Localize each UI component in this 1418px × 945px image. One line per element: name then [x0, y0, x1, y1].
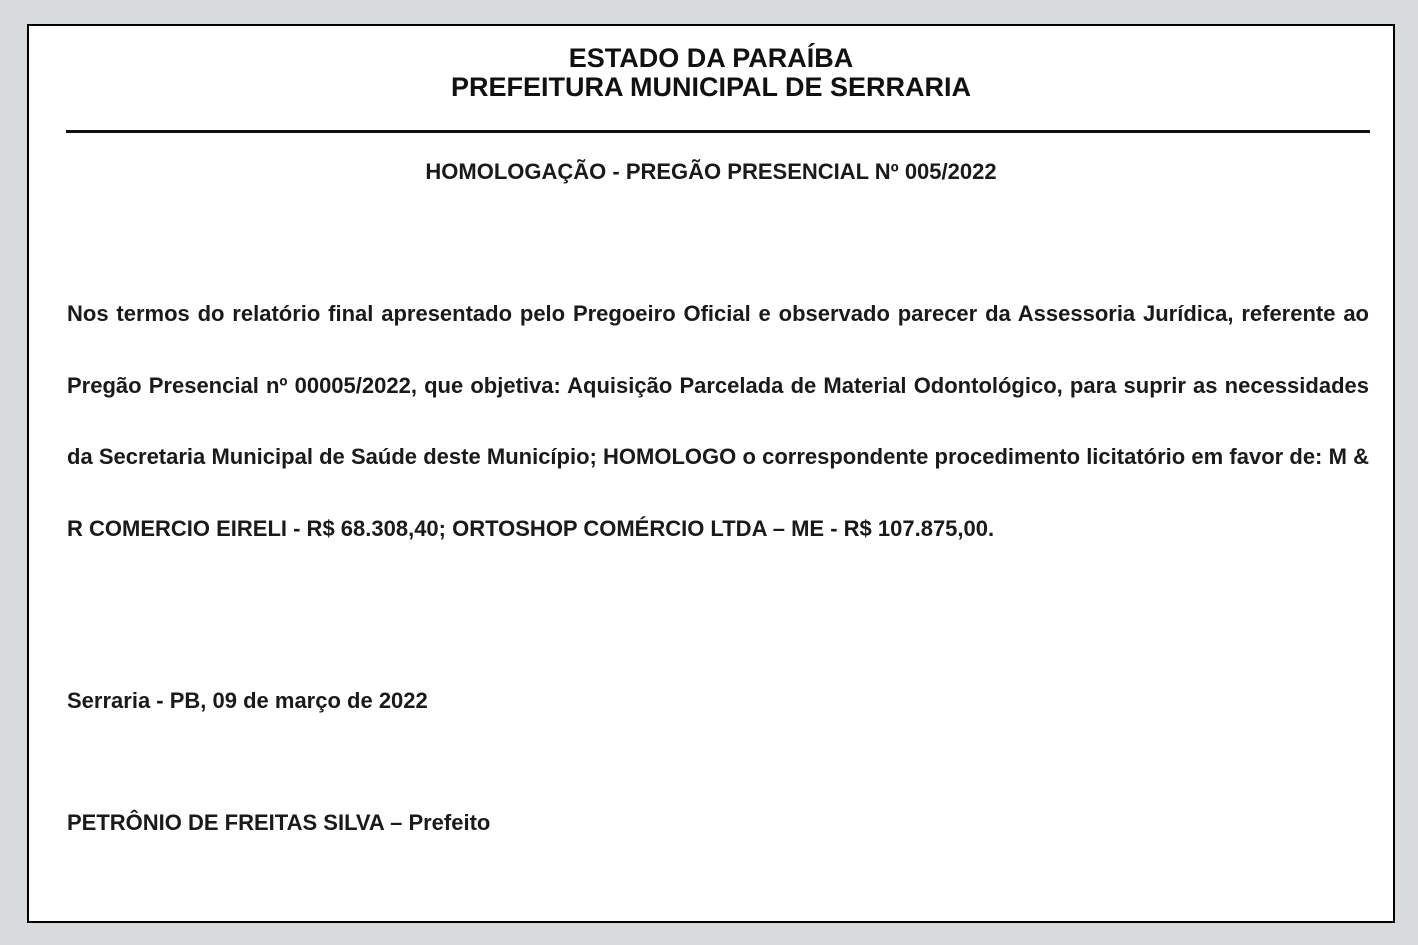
header-divider	[66, 130, 1370, 133]
document-header	[29, 44, 1393, 102]
document-body: Nos termos do relatório final apresentado pelo Pregoeiro Oficial e observado parecer da Assessoria Jurídica, referente ao Pregão Presencial nº 00005/2022, que objetiva: Aquisição Parcelada de Material Odontológico, para suprir as necessidades da Secretaria Municipal de Saúde deste Município; HOMOLOGO o correspondente procedimento licitatório em favor de: M & R COMERCIO EIRELI - R$ 68.308,40; ORTOSHOP COMÉRCIO LTDA – ME - R$ 107.875,00.	[67, 301, 1369, 541]
document-signature: PETRÔNIO DE FREITAS SILVA – Prefeito	[67, 810, 491, 835]
document-date: Serraria - PB, 09 de março de 2022	[67, 688, 428, 713]
header-municipality-line: PREFEITURA MUNICIPAL DE SERRARIA	[450, 72, 972, 102]
document-frame	[27, 24, 1395, 923]
header-state-line: ESTADO DA PARAÍBA	[568, 43, 854, 73]
document-subject: HOMOLOGAÇÃO - PREGÃO PRESENCIAL Nº 005/2022	[425, 159, 997, 184]
